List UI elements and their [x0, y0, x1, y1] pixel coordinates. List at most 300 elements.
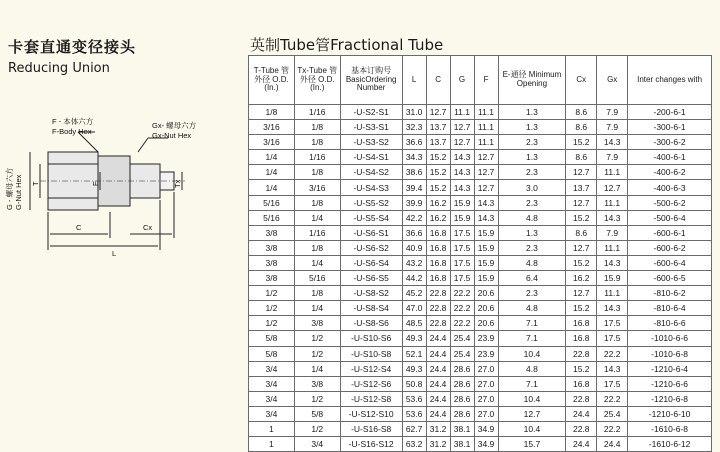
table-cell: 15.2	[566, 361, 597, 376]
dimensions-table	[248, 55, 712, 452]
table-cell: 10.4	[498, 391, 566, 406]
table-cell: 15.9	[474, 255, 498, 270]
table-cell: -U-S3-S1	[340, 120, 402, 135]
table-cell: -810-6-4	[628, 301, 712, 316]
table-row	[249, 406, 712, 421]
table-cell: 12.7	[450, 120, 474, 135]
table-cell: 15.9	[450, 195, 474, 210]
table-cell: 39.4	[402, 180, 426, 195]
table-cell: -U-S6-S5	[340, 271, 402, 286]
table-row	[249, 225, 712, 240]
table-cell: 8.6	[566, 150, 597, 165]
table-cell: 14.3	[597, 255, 628, 270]
table-cell: 17.5	[597, 316, 628, 331]
table-cell: 17.5	[450, 271, 474, 286]
table-cell: 2.3	[498, 286, 566, 301]
table-row	[249, 120, 712, 135]
reducing-union-drawing	[0, 110, 230, 260]
table-cell: 24.4	[426, 376, 450, 391]
table-cell: 16.8	[566, 376, 597, 391]
table-cell: 3/16	[249, 120, 295, 135]
table-cell: 28.6	[450, 391, 474, 406]
table-cell: 22.2	[597, 391, 628, 406]
table-cell: 31.2	[426, 421, 450, 436]
table-cell: 3/4	[249, 406, 295, 421]
table-cell: 1/8	[294, 165, 340, 180]
table-cell: 14.3	[450, 150, 474, 165]
dim-cx: Cx	[143, 223, 153, 232]
table-cell: -1010-6-8	[628, 346, 712, 361]
dim-c: C	[76, 223, 82, 232]
table-cell: -810-6-6	[628, 316, 712, 331]
dim-t: T	[31, 181, 40, 186]
title-chinese: 卡套直通变径接头	[8, 38, 137, 56]
table-cell: 1/4	[294, 210, 340, 225]
table-cell: 16.8	[566, 316, 597, 331]
table-cell: 24.4	[566, 437, 597, 452]
f-label-cn: F - 本体六方	[52, 117, 94, 126]
table-cell: 12.7	[566, 165, 597, 180]
table-cell: 14.3	[450, 165, 474, 180]
table-cell: 17.5	[450, 255, 474, 270]
table-cell: 1/2	[294, 421, 340, 436]
table-row	[249, 210, 712, 225]
table-row	[249, 165, 712, 180]
table-cell: 11.1	[597, 286, 628, 301]
table-cell: 5/8	[294, 406, 340, 421]
table-cell: -600-6-5	[628, 271, 712, 286]
table-cell: 53.6	[402, 406, 426, 421]
table-cell: 23.9	[474, 331, 498, 346]
table-cell: 39.9	[402, 195, 426, 210]
table-row	[249, 271, 712, 286]
table-cell: -U-S12-S6	[340, 376, 402, 391]
table-cell: 27.0	[474, 376, 498, 391]
table-cell: 24.4	[426, 406, 450, 421]
table-cell: 49.3	[402, 331, 426, 346]
table-cell: 11.1	[597, 195, 628, 210]
table-cell: 45.2	[402, 286, 426, 301]
table-cell: 22.2	[597, 421, 628, 436]
table-row	[249, 180, 712, 195]
table-cell: 16.8	[426, 271, 450, 286]
table-cell: -1210-6-6	[628, 376, 712, 391]
table-cell: 1.3	[498, 150, 566, 165]
table-cell: 36.6	[402, 135, 426, 150]
title-english: Reducing Union	[8, 61, 110, 76]
table-cell: 20.6	[474, 301, 498, 316]
table-cell: -U-S4-S3	[340, 180, 402, 195]
table-cell: -U-S12-S4	[340, 361, 402, 376]
table-cell: -U-S6-S2	[340, 240, 402, 255]
dim-tx: Tx	[173, 179, 182, 188]
table-cell: 38.6	[402, 165, 426, 180]
table-cell: 1/16	[294, 150, 340, 165]
table-row	[249, 331, 712, 346]
table-cell: 1/8	[294, 120, 340, 135]
table-cell: 25.4	[597, 406, 628, 421]
table-cell: -1610-6-8	[628, 421, 712, 436]
dim-e: E	[91, 180, 100, 186]
table-cell: 3/16	[294, 180, 340, 195]
table-cell: 4.8	[498, 255, 566, 270]
table-cell: 3.0	[498, 180, 566, 195]
table-cell: 11.1	[597, 240, 628, 255]
table-cell: 12.7	[566, 286, 597, 301]
table-cell: 27.0	[474, 361, 498, 376]
table-cell: 34.9	[474, 421, 498, 436]
table-cell: -U-S6-S1	[340, 225, 402, 240]
g-label-cn: G - 螺母六方	[5, 167, 14, 210]
table-cell: 22.8	[426, 286, 450, 301]
gx-label-cn: Gx- 螺母六方	[152, 121, 197, 130]
table-cell: 4.8	[498, 210, 566, 225]
table-cell: 10.4	[498, 346, 566, 361]
table-cell: 1/8	[294, 195, 340, 210]
table-row	[249, 361, 712, 376]
table-cell: -U-S3-S2	[340, 135, 402, 150]
table-cell: -U-S8-S6	[340, 316, 402, 331]
table-cell: 15.9	[474, 225, 498, 240]
table-cell: 16.2	[426, 210, 450, 225]
table-cell: 11.1	[474, 135, 498, 150]
table-cell: 16.8	[426, 225, 450, 240]
table-cell: 42.2	[402, 210, 426, 225]
table-cell: 38.1	[450, 437, 474, 452]
table-cell: 7.1	[498, 316, 566, 331]
table-cell: 24.4	[597, 437, 628, 452]
table-row	[249, 316, 712, 331]
table-cell: 12.7	[474, 150, 498, 165]
table-cell: 1/8	[294, 240, 340, 255]
table-cell: -400-6-1	[628, 150, 712, 165]
table-cell: 40.9	[402, 240, 426, 255]
table-cell: 1/2	[294, 331, 340, 346]
table-cell: 14.3	[474, 210, 498, 225]
table-cell: 62.7	[402, 421, 426, 436]
table-row	[249, 391, 712, 406]
table-cell: 11.1	[474, 120, 498, 135]
table-cell: 23.9	[474, 346, 498, 361]
table-cell: 12.7	[474, 180, 498, 195]
table-cell: 12.7	[566, 240, 597, 255]
table-row	[249, 195, 712, 210]
table-row	[249, 437, 712, 452]
table-row	[249, 286, 712, 301]
table-cell: 1/2	[294, 346, 340, 361]
table-cell: 24.4	[566, 406, 597, 421]
column-header: Gx	[597, 56, 628, 105]
table-cell: 22.2	[450, 286, 474, 301]
table-cell: 17.5	[450, 225, 474, 240]
gx-leader-diag	[138, 138, 148, 152]
table-cell: 34.3	[402, 150, 426, 165]
table-cell: 1	[249, 437, 295, 452]
table-cell: 13.7	[426, 135, 450, 150]
table-cell: 15.7	[498, 437, 566, 452]
table-cell: 1/4	[294, 361, 340, 376]
table-cell: 47.0	[402, 301, 426, 316]
table-cell: 15.2	[566, 301, 597, 316]
table-header-row	[249, 56, 712, 105]
table-cell: -400-6-3	[628, 180, 712, 195]
table-cell: 7.9	[597, 150, 628, 165]
table-cell: 22.8	[566, 391, 597, 406]
table-cell: 1	[249, 421, 295, 436]
table-cell: 2.3	[498, 240, 566, 255]
table-cell: 12.7	[426, 105, 450, 120]
table-cell: 15.9	[474, 271, 498, 286]
table-cell: -U-S12-S10	[340, 406, 402, 421]
table-row	[249, 301, 712, 316]
table-cell: 16.8	[426, 255, 450, 270]
table-cell: 7.9	[597, 120, 628, 135]
table-cell: -1210-6-4	[628, 361, 712, 376]
section-title	[8, 36, 136, 76]
table-cell: 17.5	[597, 376, 628, 391]
table-cell: 7.9	[597, 105, 628, 120]
table-cell: 2.3	[498, 135, 566, 150]
table-row	[249, 135, 712, 150]
table-cell: 1/2	[249, 301, 295, 316]
table-body	[249, 105, 712, 452]
table-cell: 28.6	[450, 361, 474, 376]
table-cell: 12.7	[597, 180, 628, 195]
table-cell: -500-6-4	[628, 210, 712, 225]
table-cell: 15.9	[474, 240, 498, 255]
table-cell: 14.3	[597, 361, 628, 376]
table-cell: 15.2	[426, 180, 450, 195]
table-cell: 32.3	[402, 120, 426, 135]
table-cell: 8.6	[566, 105, 597, 120]
table-cell: 3/8	[249, 240, 295, 255]
table-cell: 28.6	[450, 376, 474, 391]
table-cell: -U-S6-S4	[340, 255, 402, 270]
table-cell: 8.6	[566, 225, 597, 240]
column-header: F	[474, 56, 498, 105]
table-cell: 3/8	[249, 255, 295, 270]
table-cell: 24.4	[426, 361, 450, 376]
table-cell: 25.4	[450, 346, 474, 361]
table-row	[249, 346, 712, 361]
table-cell: 24.4	[426, 331, 450, 346]
f-label-en: F-Body Hex	[52, 127, 92, 136]
table-cell: 1.3	[498, 120, 566, 135]
table-cell: 6.4	[498, 271, 566, 286]
table-cell: 22.8	[426, 316, 450, 331]
table-cell: 34.9	[474, 437, 498, 452]
table-cell: -1210-6-8	[628, 391, 712, 406]
table-row	[249, 421, 712, 436]
table-cell: 3/4	[249, 376, 295, 391]
table-cell: 31.0	[402, 105, 426, 120]
table-cell: 1/2	[294, 391, 340, 406]
table-cell: 1/4	[294, 301, 340, 316]
table-cell: -600-6-1	[628, 225, 712, 240]
table-row	[249, 255, 712, 270]
table-cell: 15.2	[426, 150, 450, 165]
table-cell: 22.8	[566, 346, 597, 361]
gx-label-en: Gx-Nut Hex	[152, 131, 192, 140]
column-header: Tx-Tube 管外径 O.D. (In.)	[294, 56, 340, 105]
table-cell: 1/16	[294, 225, 340, 240]
table-cell: 50.8	[402, 376, 426, 391]
table-cell: 7.1	[498, 376, 566, 391]
table-cell: 1/2	[249, 316, 295, 331]
table-cell: 3/8	[249, 225, 295, 240]
table-cell: -U-S5-S2	[340, 195, 402, 210]
table-cell: -U-S4-S2	[340, 165, 402, 180]
table-cell: 1/8	[294, 286, 340, 301]
table-cell: -1210-6-10	[628, 406, 712, 421]
table-cell: 22.8	[426, 301, 450, 316]
table-row	[249, 105, 712, 120]
table-cell: -U-S16-S12	[340, 437, 402, 452]
table-cell: 17.5	[597, 331, 628, 346]
table-cell: 11.1	[474, 105, 498, 120]
table-cell: 49.3	[402, 361, 426, 376]
table-cell: -U-S5-S4	[340, 210, 402, 225]
table-cell: 5/16	[294, 271, 340, 286]
table-cell: 1/8	[249, 105, 295, 120]
table-cell: 1/16	[294, 105, 340, 120]
table-cell: 3/4	[294, 437, 340, 452]
table-cell: 16.2	[566, 271, 597, 286]
table-cell: 20.6	[474, 316, 498, 331]
table-cell: 8.6	[566, 120, 597, 135]
table-cell: 12.7	[474, 165, 498, 180]
table-cell: 1/4	[294, 255, 340, 270]
table-cell: 38.1	[450, 421, 474, 436]
table-row	[249, 240, 712, 255]
table-cell: -U-S10-S6	[340, 331, 402, 346]
column-header: G	[450, 56, 474, 105]
table-cell: 31.2	[426, 437, 450, 452]
table-cell: 5/8	[249, 331, 295, 346]
table-cell: -U-S10-S8	[340, 346, 402, 361]
table-cell: -U-S8-S4	[340, 301, 402, 316]
table-cell: 12.7	[566, 195, 597, 210]
table-cell: 16.2	[426, 195, 450, 210]
table-cell: 1/4	[249, 180, 295, 195]
table-cell: 13.7	[566, 180, 597, 195]
table-cell: 3/8	[249, 271, 295, 286]
table-cell: 1/4	[249, 150, 295, 165]
column-header: Inter changes with	[628, 56, 712, 105]
table-cell: -U-S16-S8	[340, 421, 402, 436]
table-cell: 63.2	[402, 437, 426, 452]
table-cell: 4.8	[498, 361, 566, 376]
table-cell: -1610-6-12	[628, 437, 712, 452]
table-cell: 22.8	[566, 421, 597, 436]
table-cell: 25.4	[450, 331, 474, 346]
table-cell: 53.6	[402, 391, 426, 406]
table-cell: -U-S4-S1	[340, 150, 402, 165]
table-cell: 3/8	[294, 316, 340, 331]
table-cell: 15.2	[566, 255, 597, 270]
table-cell: -500-6-2	[628, 195, 712, 210]
table-cell: 48.5	[402, 316, 426, 331]
table-cell: 11.1	[450, 105, 474, 120]
table-cell: 12.7	[498, 406, 566, 421]
table-cell: -810-6-2	[628, 286, 712, 301]
table-cell: 13.7	[426, 120, 450, 135]
table-cell: -300-6-1	[628, 120, 712, 135]
table-cell: 3/16	[249, 135, 295, 150]
table-cell: 1.3	[498, 225, 566, 240]
table-cell: 24.4	[426, 391, 450, 406]
g-label-en: G-Nut Hex	[14, 174, 23, 210]
table-cell: 16.8	[426, 240, 450, 255]
table-cell: -600-6-4	[628, 255, 712, 270]
table-cell: 3/4	[249, 361, 295, 376]
table-cell: -200-6-1	[628, 105, 712, 120]
table-cell: 52.1	[402, 346, 426, 361]
table-cell: 20.6	[474, 286, 498, 301]
table-cell: -U-S8-S2	[340, 286, 402, 301]
table-cell: 14.3	[597, 135, 628, 150]
table-cell: 22.2	[597, 346, 628, 361]
table-cell: 22.2	[450, 301, 474, 316]
table-cell: 7.1	[498, 331, 566, 346]
table-cell: 1/8	[294, 135, 340, 150]
table-cell: 5/8	[249, 346, 295, 361]
table-cell: 43.2	[402, 255, 426, 270]
table-cell: 22.2	[450, 316, 474, 331]
table-cell: 14.3	[474, 195, 498, 210]
table-cell: -U-S2-S1	[340, 105, 402, 120]
table-cell: -U-S12-S8	[340, 391, 402, 406]
table-cell: 15.9	[450, 210, 474, 225]
table-row	[249, 376, 712, 391]
table-cell: 12.7	[450, 135, 474, 150]
column-header: 基本订购号 BasicOrdering Number	[340, 56, 402, 105]
table-cell: 1/2	[249, 286, 295, 301]
table-cell: 2.3	[498, 195, 566, 210]
table-cell: 11.1	[597, 165, 628, 180]
table-cell: 7.9	[597, 225, 628, 240]
table-row	[249, 150, 712, 165]
table-cell: 15.2	[566, 210, 597, 225]
table-cell: 36.6	[402, 225, 426, 240]
table-cell: 2.3	[498, 165, 566, 180]
table-cell: 16.8	[566, 331, 597, 346]
table-cell: -600-6-2	[628, 240, 712, 255]
table-cell: 15.2	[566, 135, 597, 150]
table-cell: 1/4	[249, 165, 295, 180]
column-header: Cx	[566, 56, 597, 105]
column-header: T-Tube 管外径 O.D. (In.)	[249, 56, 295, 105]
table-cell: 14.3	[597, 210, 628, 225]
table-cell: 5/16	[249, 195, 295, 210]
table-cell: 4.8	[498, 301, 566, 316]
table-cell: 14.3	[450, 180, 474, 195]
table-cell: -400-6-2	[628, 165, 712, 180]
dim-l: L	[112, 249, 117, 258]
table-cell: 3/8	[294, 376, 340, 391]
table-cell: 3/4	[249, 391, 295, 406]
table-cell: 27.0	[474, 391, 498, 406]
table-cell: -1010-6-6	[628, 331, 712, 346]
table-cell: 14.3	[597, 301, 628, 316]
table-cell: 15.9	[597, 271, 628, 286]
table-cell: 10.4	[498, 421, 566, 436]
column-header: E-通径 Minimum Opening	[498, 56, 566, 105]
column-header: C	[426, 56, 450, 105]
table-cell: 17.5	[450, 240, 474, 255]
table-title: 英制Tube管Fractional Tube	[250, 36, 444, 54]
column-header: L	[402, 56, 426, 105]
